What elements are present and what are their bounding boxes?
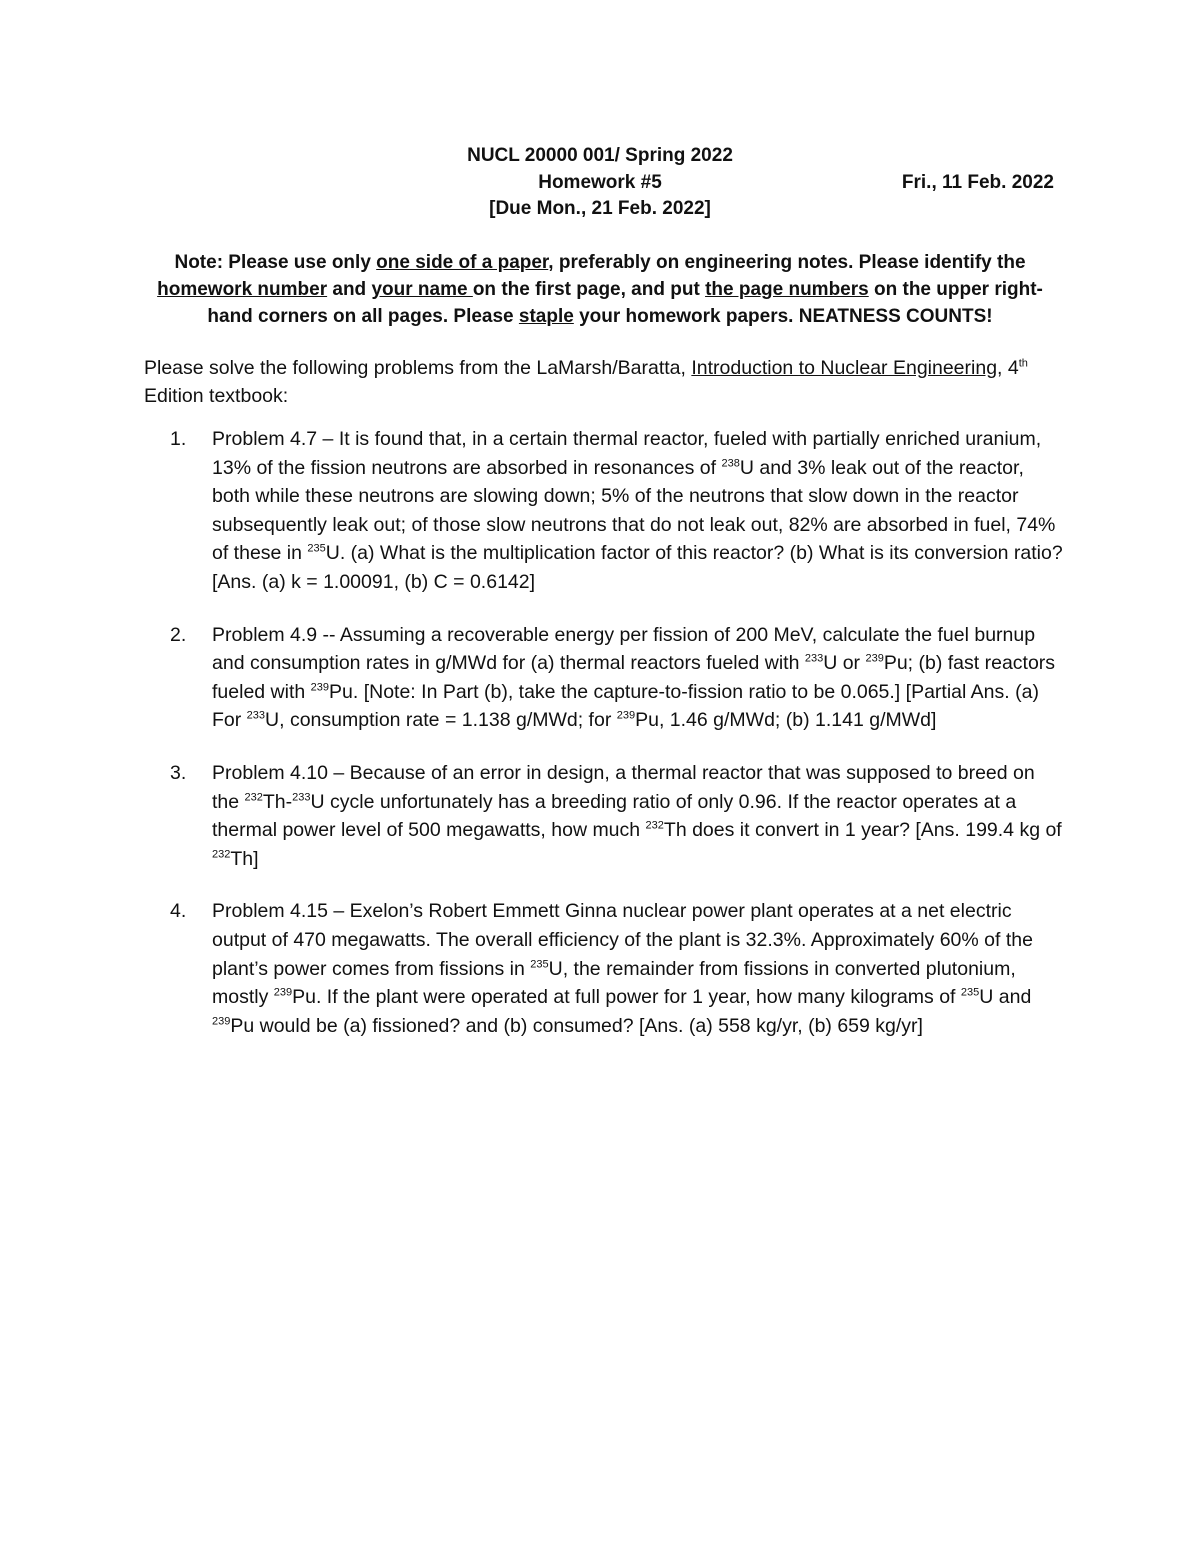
isotope-mass: 233	[246, 709, 266, 722]
course-title: NUCL 20000 001/ Spring 2022	[467, 145, 733, 166]
isotope-mass: 239	[273, 986, 293, 999]
problem-text: U cycle unfortunately has a breeding ratio of only 0.96. If the reactor operates at a thermal power level of 500 megawatts, how much	[212, 790, 1017, 842]
isotope-mass: 239	[212, 1015, 231, 1028]
problem-text: Problem 4.15 – Exelon’s Robert Emmett Ginna nuclear power plant operates at a net electric output of 470 megawatts. The overall efficiency of the plant is 32.3%. Approximately 60% of the plant’s power comes from fissions in	[212, 900, 1033, 980]
isotope-mass: 235	[960, 986, 980, 999]
note-text: on the first page, and put	[472, 279, 706, 300]
intro-text: Edition textbook:	[144, 385, 289, 407]
intro-paragraph	[144, 354, 1064, 410]
note-text: on the upper right-hand corners on all pages. Please	[207, 279, 1043, 327]
note-text: , preferably on engineering notes. Please identify the	[548, 252, 1026, 273]
isotope-mass: 238	[721, 457, 740, 470]
problem-text: U, the remainder from fissions in converted plutonium, mostly	[212, 957, 1016, 1009]
problem-item	[144, 425, 1064, 597]
note-text: and	[327, 279, 372, 300]
note-underline: homework number	[157, 279, 328, 300]
note-text: your homework papers. NEATNESS COUNTS!	[573, 306, 993, 327]
note-underline: your name	[371, 279, 473, 300]
note-underline: staple	[518, 306, 574, 327]
problem-text: U. (a) What is the multiplication factor of this reactor? (b) What is its conversion ratio? [Ans. (a) k = 1.00091, (b) C = 0.6142]	[212, 542, 1063, 593]
isotope-mass: 239	[865, 652, 884, 665]
textbook-title: Introduction to Nuclear Engineering	[691, 357, 998, 379]
problem-text: U and 3% leak out of the reactor, both while these neutrons are slowing down; 5% of the neutrons that slow down in the reactor subsequently leak out; of those slow neutrons that do not leak out, 82% are absorbed in fuel, 74% of these in	[212, 456, 1056, 565]
problem-text: Pu; (b) fast reactors fueled with	[212, 652, 1056, 703]
issue-date: Fri., 11 Feb. 2022	[901, 172, 1054, 193]
instructions-note	[150, 249, 1050, 330]
problem-item	[144, 621, 1064, 735]
problem-number: 3.	[170, 761, 187, 784]
isotope-mass: 233	[804, 652, 824, 665]
problem-text: Pu. If the plant were operated at full power for 1 year, how many kilograms of	[292, 986, 961, 1009]
problem-list	[144, 425, 1064, 1064]
problem-text: Problem 4.9 -- Assuming a recoverable energy per fission of 200 MeV, calculate the fuel burnup and consumption rates in g/MWd for (a) thermal reactors fueled with	[212, 623, 1036, 675]
isotope-mass: 232	[212, 848, 231, 861]
isotope-mass: 232	[645, 819, 664, 832]
problem-number: 1.	[170, 428, 187, 450]
isotope-mass: 239	[310, 681, 330, 694]
note-text: Note: Please use only	[174, 252, 377, 273]
problem-text: Th-	[262, 790, 293, 813]
problem-number: 4.	[170, 900, 187, 923]
problem-text: Pu, 1.46 g/MWd; (b) 1.141 g/MWd]	[635, 709, 937, 732]
problem-number: 2.	[170, 623, 187, 646]
superscript: th	[1018, 357, 1028, 370]
isotope-mass: 235	[307, 542, 326, 555]
note-underline: the page numbers	[705, 279, 869, 300]
problem-text: U or	[823, 652, 866, 675]
problem-text: Problem 4.10 – Because of an error in design, a thermal reactor that was supposed to breed on the	[212, 761, 1035, 813]
problem-text: Th]	[230, 847, 259, 870]
problem-item	[144, 897, 1064, 1040]
isotope-mass: 232	[244, 791, 263, 804]
homework-title: Homework #5	[538, 172, 662, 193]
intro-text: , 4	[997, 357, 1019, 379]
intro-text: Please solve the following problems from the LaMarsh/Baratta,	[144, 357, 692, 379]
isotope-mass: 233	[292, 791, 311, 804]
isotope-mass: 235	[530, 958, 549, 970]
problem-text: U and	[979, 986, 1032, 1009]
note-underline: one side of a paper	[376, 252, 549, 273]
problem-text: U, consumption rate = 1.138 g/MWd; for	[265, 709, 617, 732]
problem-item	[144, 759, 1064, 873]
problem-text: Pu. [Note: In Part (b), take the capture-to-fission ratio to be 0.065.] [Partial Ans. (a) For	[212, 680, 1039, 732]
due-date: [Due Mon., 21 Feb. 2022]	[489, 198, 711, 219]
isotope-mass: 239	[616, 709, 636, 722]
problem-text: Problem 4.7 – It is found that, in a certain thermal reactor, fueled with partially enriched uranium, 13% of the fission neutrons are absorbed in resonances of	[212, 428, 1042, 479]
problem-text: Pu would be (a) fissioned? and (b) consumed? [Ans. (a) 558 kg/yr, (b) 659 kg/yr]	[230, 1014, 923, 1037]
problem-text: Th does it convert in 1 year? [Ans. 199.4 kg of	[663, 819, 1062, 842]
